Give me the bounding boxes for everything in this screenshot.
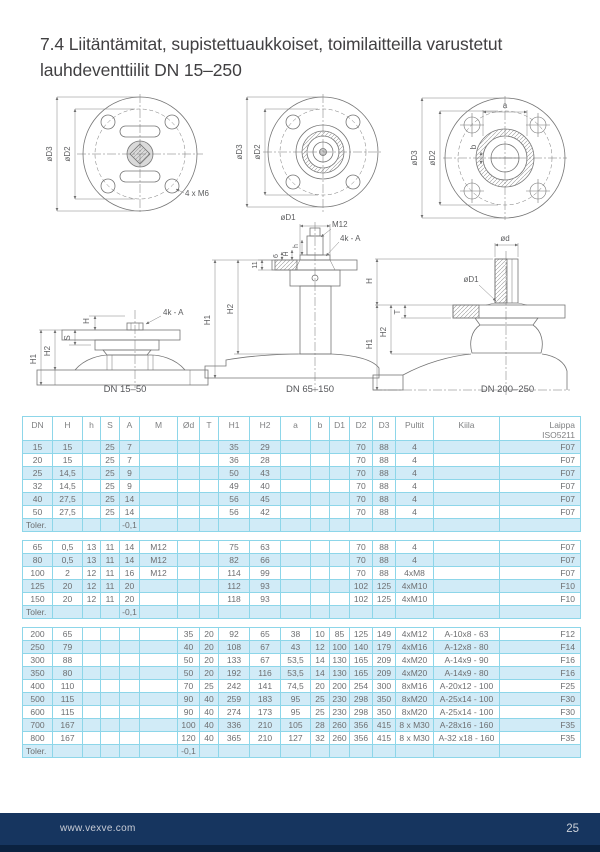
column-header: Ød (178, 417, 200, 441)
drawing-flange-top-view-dn65-150 (233, 92, 393, 217)
column-header: a (281, 417, 311, 441)
column-header: H2 (250, 417, 281, 441)
dim-label-d2: øD2 (253, 144, 262, 160)
table-row: 50 27,5 25 14 56 42 70 88 4 F07 (23, 506, 581, 519)
column-header: T (200, 417, 219, 441)
drawing-flange-top-view-dn200-250 (408, 88, 583, 223)
column-header: S (101, 417, 120, 441)
column-header: A (120, 417, 140, 441)
page-number: 25 (566, 823, 579, 835)
table-row: 300 88 50 20 133 67 53,5 14 130 165 209 4xM20 A-14x9 - 90 F16 (23, 654, 581, 667)
table-row: 800 167 120 40 365 210 127 32 260 356 415 8 x M30 A-32 x18 - 160 F35 (23, 732, 581, 745)
dimensions-table-dn15-50 (22, 416, 581, 532)
drawing-side-view-dn15-50 (25, 298, 220, 390)
table-row: 15 15 25 7 35 29 70 88 4 F07 (23, 441, 581, 454)
table-row: 25 14,5 25 9 50 43 70 88 4 F07 (23, 467, 581, 480)
dim-label-b: b (469, 144, 478, 150)
dim-label-d3: øD3 (235, 144, 244, 160)
note-4xm6: 4 x M6 (185, 189, 210, 198)
dim-label-h-cap: H (365, 278, 374, 284)
note-4k-a: 4k - A (340, 234, 361, 243)
dim-label-h2: H2 (43, 345, 52, 357)
table-row: 100 2 12 11 16 M12 114 99 70 88 4xM8 F07 (23, 567, 581, 580)
table-row: 500 115 90 40 259 183 95 25 230 298 350 8xM20 A-25x14 - 100 F30 (23, 693, 581, 706)
dim-label-m12: M12 (332, 220, 348, 229)
table-row: 350 80 50 20 192 116 53,5 14 130 165 209 4xM20 A-14x9 - 80 F16 (23, 667, 581, 680)
dim-label-h2: H2 (379, 326, 388, 338)
dim-label-a: a (502, 101, 508, 110)
dim-label-h1: H1 (29, 353, 38, 365)
dim-label-d1: øD1 (463, 275, 479, 284)
dimensions-table-dn200-800 (22, 627, 581, 758)
drawing-flange-top-view-dn15-50 (35, 92, 225, 217)
dim-label-d: ød (500, 234, 510, 243)
column-header: Laippa ISO5211 (500, 417, 581, 441)
page-title-line1: 7.4 Liitäntämitat, supistettuaukkoiset, toimilaitteilla varustetut (40, 34, 503, 54)
dim-label-d1: øD1 (280, 213, 296, 222)
column-header: h (83, 417, 101, 441)
column-header: D2 (350, 417, 373, 441)
column-header: DN (23, 417, 53, 441)
table-row: 80 0,5 13 11 14 M12 82 66 70 88 4 F07 (23, 554, 581, 567)
table-row: Toler. -0,1 (23, 519, 581, 532)
column-header: D1 (330, 417, 350, 441)
table-row: 20 15 25 7 36 28 70 88 4 F07 (23, 454, 581, 467)
table-row: Toler. -0,1 (23, 606, 581, 619)
page-title-line2: lauhdeventtiilit DN 15–250 (40, 60, 242, 80)
column-header: Pultit (396, 417, 434, 441)
caption-dn200-250: DN 200–250 (480, 384, 535, 395)
column-header: M (140, 417, 178, 441)
drawing-side-view-dn200-250 (365, 213, 580, 403)
dimensions-table-dn65-150 (22, 540, 581, 619)
dim-label-h2: H2 (226, 303, 235, 315)
column-header: Kiila (434, 417, 500, 441)
table-row: 600 115 90 40 274 173 95 25 230 298 350 8xM20 A-25x14 - 100 F30 (23, 706, 581, 719)
table-row: 150 20 12 11 20 118 93 102 125 4xM10 F10 (23, 593, 581, 606)
dim-label-d2: øD2 (428, 150, 437, 166)
table-row: 125 20 12 11 20 112 93 102 125 4xM10 F10 (23, 580, 581, 593)
dim-label-t: T (393, 309, 402, 315)
table-row: 65 0,5 13 11 14 M12 75 63 70 88 4 F07 (23, 541, 581, 554)
drawing-side-view-dn65-150 (198, 208, 388, 398)
dim-label-h-small: h (293, 244, 300, 248)
column-header: H (53, 417, 83, 441)
dim-label-s: S (63, 335, 72, 341)
caption-dn65-150: DN 65–150 (285, 384, 335, 395)
table-row: 40 27,5 25 14 56 45 70 88 4 F07 (23, 493, 581, 506)
dim-label-h-cap: H (283, 251, 290, 257)
table-row: Toler. -0,1 (23, 745, 581, 758)
dim-label-h-cap: H (82, 318, 91, 324)
footer-url[interactable]: www.vexve.com (60, 823, 136, 834)
table-header-row (23, 417, 581, 441)
dim-label-6: 6 (273, 254, 280, 258)
dim-label-d3: øD3 (45, 146, 54, 162)
column-header: H1 (219, 417, 250, 441)
dim-label-11: 11 (252, 261, 259, 269)
note-4k-a: 4k - A (163, 308, 184, 317)
dim-label-d2: øD2 (63, 146, 72, 162)
footer-bar (0, 813, 600, 845)
dim-label-h1: H1 (203, 314, 212, 326)
dim-label-h1: H1 (365, 338, 374, 350)
column-header: b (311, 417, 330, 441)
table-row: 700 167 100 40 336 210 105 28 260 356 415 8 x M30 A-28x16 - 160 F35 (23, 719, 581, 732)
dim-label-d3: øD3 (410, 150, 419, 166)
footer-strip (0, 845, 600, 852)
column-header: D3 (373, 417, 396, 441)
table-row: 32 14,5 25 9 49 40 70 88 4 F07 (23, 480, 581, 493)
table-row: 250 79 40 20 108 67 43 12 100 140 179 4xM16 A-12x8 - 80 F14 (23, 641, 581, 654)
page-title (40, 31, 580, 83)
table-row: 200 65 35 20 92 65 38 10 85 125 149 4xM12 A-10x8 - 63 F12 (23, 628, 581, 641)
table-row: 400 110 70 25 242 141 74,5 20 200 254 300 8xM16 A-20x12 - 100 F25 (23, 680, 581, 693)
caption-dn15-50: DN 15–50 (103, 384, 147, 395)
